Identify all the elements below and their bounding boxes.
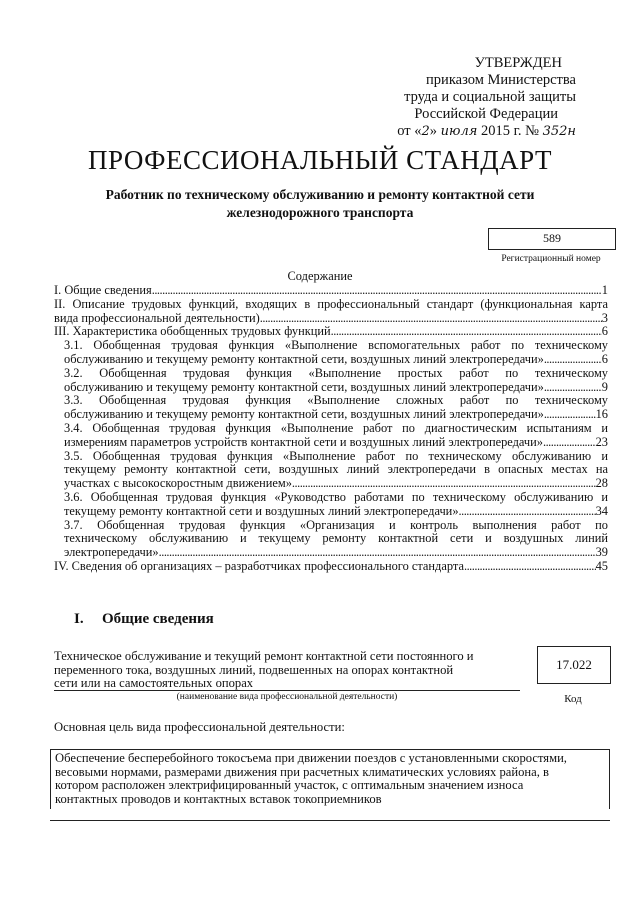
toc-leader xyxy=(544,381,602,395)
toc-page-number: 9 xyxy=(601,379,608,394)
toc-entry-text: обслуживанию и текущему ремонту контактной сети, воздушных линий электропередачи» xyxy=(64,379,544,394)
handwritten-month: июля xyxy=(440,124,478,139)
toc-entry-text: IV. Сведения об организациях – разработчиках профессионального стандарта xyxy=(54,558,464,573)
toc-leader xyxy=(464,560,596,574)
toc-page-number: 45 xyxy=(595,558,608,573)
approval-date: от «2» июля 2015 г. № 352н xyxy=(397,123,576,139)
toc-entry-text: электропередачи» xyxy=(64,545,159,560)
toc-entry xyxy=(54,367,608,395)
approval-line: приказом Министерства xyxy=(426,72,576,88)
approval-line: Российской Федерации xyxy=(414,106,558,122)
toc-page-number: 23 xyxy=(595,434,608,449)
code-label: Код xyxy=(564,693,582,705)
approval-block xyxy=(0,55,576,140)
toc-entry-text: участках с высокоскоростным движением» xyxy=(64,476,292,491)
toc-entry-text: 3.7. Обобщенная трудовая функция «Организация и контроль выполнения работ по xyxy=(64,517,608,532)
toc-entry-text: обслуживанию и текущему ремонту контактной сети, воздушных линий электропередачи» xyxy=(64,351,544,366)
toc-entry xyxy=(54,422,608,450)
toc-leader xyxy=(260,312,602,326)
activity-caption: (наименование вида профессиональной деятельности) xyxy=(176,692,398,702)
section-title: Общие сведения xyxy=(102,611,214,627)
approval-title: УТВЕРЖДЕН xyxy=(474,55,562,71)
toc-entry-text: 3.5. Обобщенная трудовая функция «Выполнение работ по техническому обслуживанию и xyxy=(64,448,608,463)
approval-line: труда и социальной защиты xyxy=(404,89,576,105)
toc-page-number: 28 xyxy=(595,476,608,491)
toc-entry-text: 3.4. Обобщенная трудовая функция «Выполнение работ по диагностическим испытаниям и xyxy=(64,420,608,435)
toc-leader xyxy=(152,284,602,298)
registration-number-box xyxy=(488,228,616,250)
activity-code: 17.022 xyxy=(556,657,592,672)
toc-entry-text: обслуживанию и текущему ремонту контактной сети, воздушных линий электропередачи» xyxy=(64,407,544,422)
activity-name: Техническое обслуживание и текущий ремонт контактной сети постоянного и переменного тока, воздушных линий, подвешенных на опорах контактной сети или на самостоятельных опорах xyxy=(54,649,474,690)
toc-entry-text: 3.1. Обобщенная трудовая функция «Выполнение вспомогательных работ по техническому xyxy=(64,338,608,353)
toc-entry-text: III. Характеристика обобщенных трудовых функций xyxy=(54,324,331,339)
toc-leader xyxy=(292,477,596,491)
toc-entry-text: II. Описание трудовых функций, входящих в профессиональный стандарт (функциональная карта xyxy=(54,296,608,311)
handwritten-order-number: 352н xyxy=(542,124,576,139)
toc-entry xyxy=(54,298,608,326)
toc-entry xyxy=(54,394,608,422)
toc-entry-text: I. Общие сведения xyxy=(54,283,152,297)
toc-leader xyxy=(543,436,596,450)
toc-leader xyxy=(331,325,602,339)
toc-entry-text: текущему ремонту контактной сети и воздушных линий электропередачи» xyxy=(64,503,459,518)
toc-entry xyxy=(54,450,608,491)
toc-page-number: 3 xyxy=(601,310,608,325)
activity-underline xyxy=(54,690,520,691)
handwritten-day: 2 xyxy=(421,124,430,139)
activity-code-box xyxy=(537,646,611,684)
section-number: I. xyxy=(74,611,84,627)
toc-leader xyxy=(459,505,596,519)
toc-leader xyxy=(159,546,596,560)
toc-page-number: 34 xyxy=(595,503,608,518)
toc-entry xyxy=(54,284,608,298)
toc-page-number: 16 xyxy=(595,407,608,422)
table-of-contents xyxy=(54,284,608,574)
toc-entry-text: измерениям параметров устройств контактной сети и воздушных линий электропередачи» xyxy=(64,434,543,449)
toc-entry xyxy=(54,519,608,560)
toc-leader xyxy=(544,353,602,367)
standard-name: Работник по техническому обслуживанию и ремонту контактной сети железнодорожного транспорта xyxy=(105,187,535,220)
toc-page-number: 6 xyxy=(601,351,608,366)
toc-page-number: 39 xyxy=(595,545,608,560)
toc-entry xyxy=(54,325,608,339)
toc-entry-text: вида профессиональной деятельности) xyxy=(54,310,260,325)
toc-entry-text: 3.6. Обобщенная трудовая функция «Руководство работами по техническому обслуживанию и xyxy=(64,489,608,504)
toc-page-number: 1 xyxy=(601,283,608,297)
toc-entry xyxy=(54,560,608,574)
toc-entry xyxy=(54,491,608,519)
page-title: ПРОФЕССИОНАЛЬНЫЙ СТАНДАРТ xyxy=(87,145,553,175)
goal-box: Обеспечение бесперебойного токосъема при движении поездов с установленными скоростями, весовыми нормами, размерами движения при расчетных климатических условиях района, в котором расположен электрифицированный участок, с оптимальным значением износа контактных проводов и контактных вставок токоприемников xyxy=(50,749,610,809)
goal-label: Основная цель вида профессиональной деятельности: xyxy=(54,720,345,734)
toc-entry-text: 3.3. Обобщенная трудовая функция «Выполнение сложных работ по техническому xyxy=(64,393,608,408)
toc-entry-text: техническому обслуживанию и текущему ремонту контактной сети и воздушных линий xyxy=(64,531,608,546)
goal-box-bottom-border xyxy=(50,820,610,821)
registration-number: 589 xyxy=(543,231,561,245)
registration-label: Регистрационный номер xyxy=(501,254,601,264)
toc-heading: Содержание xyxy=(287,269,353,283)
toc-page-number: 6 xyxy=(601,324,608,339)
toc-entry-text: текущему ремонту контактной сети, воздушных линий электропередачи в опасных местах на xyxy=(64,462,608,477)
toc-entry-text: 3.2. Обобщенная трудовая функция «Выполнение простых работ по техническому xyxy=(64,365,608,380)
toc-entry xyxy=(54,339,608,367)
toc-leader xyxy=(544,408,596,422)
